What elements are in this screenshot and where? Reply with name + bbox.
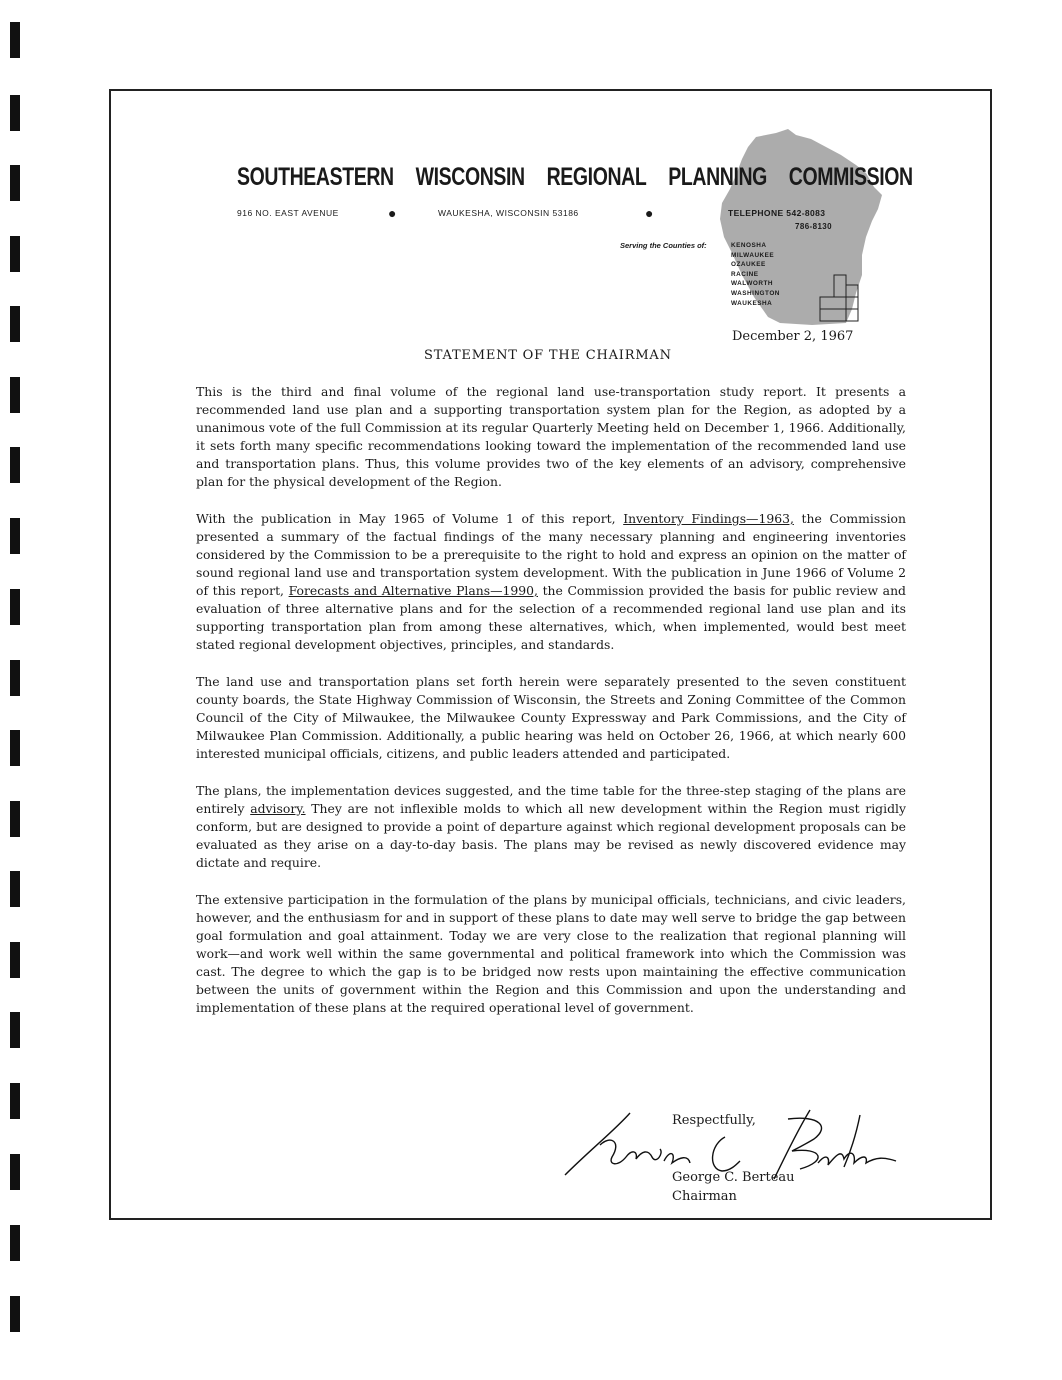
city-address: WAUKESHA, WISCONSIN 53186 [438,208,579,218]
org-word: COMMISSION [788,162,913,191]
binding-hole [10,518,20,554]
binding-hole [10,95,20,131]
binding-hole [10,377,20,413]
binding-hole [10,165,20,201]
org-word: SOUTHEASTERN [237,162,394,191]
county-item: KENOSHA [731,242,767,249]
binding-hole [10,1012,20,1048]
paragraph: The extensive participation in the formulation of the plans by municipal officials, technicians, and civic leaders, however, and the enthusiasm for and in support of these plans to date may well serve to bridge the gap between goal formulation and goal attainment. Today we are very close to the realization that regional planning will work—and work well within the same governmental and political framework into which the Commission was cast. The degree to which the gap is to be bridged now rests upon maintaining the effective communication between the units of government within the Region and this Commission and upon the understanding and implementation of these plans at the required operational level of government. [196,892,906,1015]
text-run: They are not inflexible molds to which all new development within the Region must rigidly conform, but are designed to provide a point of departure against which regional development proposals can be evaluated as they arise on a day-to-day basis. The plans may be revised as newly discovered evidence may dictate and require. [196,801,906,870]
serving-label: Serving the Counties of: [620,241,707,250]
organization-name [237,160,913,194]
signer-name: George C. Berteau [672,1170,795,1185]
binding-hole [10,1296,20,1332]
text-run: With the publication in May 1965 of Volume 1 of this report, [196,511,616,526]
telephone: TELEPHONE 542-8083 [728,208,826,218]
bullet-separator: ● [388,205,397,221]
binding-hole [10,871,20,907]
paragraph [196,782,906,872]
binding-hole [10,801,20,837]
org-word: WISCONSIN [415,162,525,191]
county-item: OZAUKEE [731,261,766,269]
binding-hole [10,236,20,272]
signer-title: Chairman [672,1189,737,1204]
county-item: WAUKESHA [731,299,773,307]
binding-hole [10,22,20,58]
volume-2-title: Forecasts and Alternative Plans—1990, [288,583,538,598]
text-run: the Commission presented a summary of the factual findings of the many necessary planning and engineering inventories considered by the Commission to be a prerequisite to the right to hold and express an opinion on the matter of sound regional land use and transportation system development. With the publication in June 1966 of Volume 2 of this report, [196,511,906,598]
binding-hole [10,1083,20,1119]
advisory-emphasis: advisory. [250,801,306,816]
volume-1-title: Inventory Findings—1963, [623,511,794,526]
binding-hole [10,730,20,766]
binding-hole [10,942,20,978]
text-run: The plans, the implementation devices suggested, and the time table for the three-step staging of the plans are entirely [196,783,906,816]
binding-hole [10,306,20,342]
binding-hole [10,1225,20,1261]
binding-hole [10,660,20,696]
county-item: WASHINGTON [731,289,780,297]
org-word: REGIONAL [546,162,647,191]
county-item: WALWORTH [731,280,773,288]
org-word: PLANNING [668,162,767,191]
county-item: RACINE [731,270,759,278]
text-run: the Commission provided the basis for public review and evaluation of three alternative plans and for the selection of a recommended regional land use plan and its supporting transportation plan from among these alternatives, which, when implemented, would best meet stated regional development objectives, principles, and standards. [196,583,906,652]
letter-body [196,383,906,1036]
telephone-alt: 786-8130 [795,222,833,231]
binding-hole [10,1154,20,1190]
letter-date: December 2, 1967 [732,329,854,344]
paragraph: The land use and transportation plans set forth herein were separately presented to the seven constituent county boards, the State Highway Commission of Wisconsin, the Streets and Zoning Committee of the Common Council of the City of Milwaukee, the Milwaukee County Expressway and Park Commissions, and the City of Milwaukee Plan Commission. Additionally, a public hearing was held on October 26, 1966, at which nearly 600 interested municipal officials, citizens, and public leaders attended and participated. [196,674,906,761]
street-address: 916 NO. EAST AVENUE [237,208,339,218]
bullet-separator: ● [645,205,654,221]
paragraph: This is the third and final volume of the regional land use-transportation study report. It presents a recommended land use plan and a supporting transportation system plan for the Region, as adopted by a unanimous vote of the full Commission at its regular Quarterly Meeting held on December 1, 1966. Additionally, it sets forth many specific recommendations looking toward the implementation of the recommended land use and transportation plans. Thus, this volume provides two of the key elements of an advisory, comprehensive plan for the physical development of the Region. [196,384,906,489]
binding-hole [10,589,20,625]
closing: Respectfully, [672,1113,756,1128]
county-list [731,241,780,308]
paragraph [196,510,906,654]
binding-hole [10,447,20,483]
county-item: MILWAUKEE [731,251,775,259]
page-title: STATEMENT OF THE CHAIRMAN [424,348,672,363]
